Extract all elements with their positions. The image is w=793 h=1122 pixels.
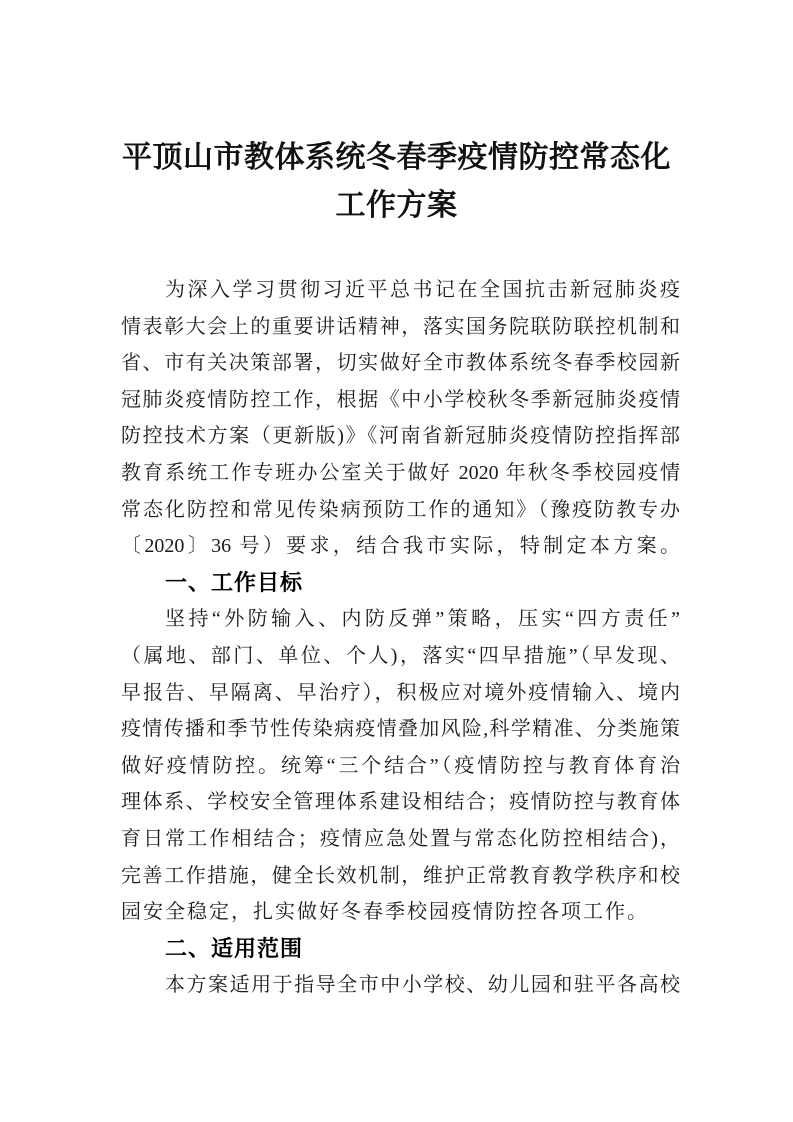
document-body [121, 272, 680, 1004]
text-line: 〔2020〕36 号）要求，结合我市实际，特制定本方案。 [121, 535, 680, 558]
text-line: 冠肺炎疫情防控工作，根据《中小学校秋冬季新冠肺炎疫情 [121, 388, 680, 411]
text-line: 省、市有关决策部署，切实做好全市教体系统冬春季校园新 [121, 352, 680, 375]
text-line: 本方案适用于指导全市中小学校、幼儿园和驻平各高校 [165, 974, 680, 997]
text-line: 园安全稳定，扎实做好冬春季校园疫情防控各项工作。 [121, 901, 649, 924]
text-line: 教育系统工作专班办公室关于做好 2020 年秋冬季校园疫情 [121, 461, 680, 484]
text-line: 早报告、早隔离、早治疗），积极应对境外疫情输入、境内 [121, 681, 680, 704]
text-line: 坚持“外防输入、内防反弹”策略，压实“四方责任” [165, 608, 680, 631]
text-line: 防控技术方案（更新版)》《河南省新冠肺炎疫情防控指挥部 [121, 425, 680, 448]
text-line: 育日常工作相结合；疫情应急处置与常态化防控相结合)， [121, 827, 680, 850]
document-title-line-2: 工作方案 [335, 189, 458, 222]
text-line: 做好疫情防控。统筹“三个结合”（疫情防控与教育体育治 [121, 754, 680, 777]
text-line: 为深入学习贯彻习近平总书记在全国抗击新冠肺炎疫 [165, 279, 680, 301]
text-line: 疫情传播和季节性传染病疫情叠加风险,科学精准、分类施策 [121, 718, 680, 741]
document-title-line-1: 平顶山市教体系统冬春季疫情防控常态化 [122, 141, 671, 174]
section-heading-2: 二、适用范围 [165, 935, 304, 961]
text-line: 常态化防控和常见传染病预防工作的通知》（豫疫防教专办 [121, 498, 680, 521]
section-heading-1: 一、工作目标 [165, 569, 304, 595]
document-title [0, 134, 793, 230]
text-line: 情表彰大会上的重要讲话精神，落实国务院联防联控机制和 [121, 315, 680, 338]
text-line: （属地、部门、单位、个人)，落实“四早措施”（早发现、 [121, 644, 680, 667]
text-line: 理体系、学校安全管理体系建设相结合；疫情防控与教育体 [121, 791, 680, 814]
text-line: 完善工作措施，健全长效机制，维护正常教育教学秩序和校 [121, 864, 680, 887]
